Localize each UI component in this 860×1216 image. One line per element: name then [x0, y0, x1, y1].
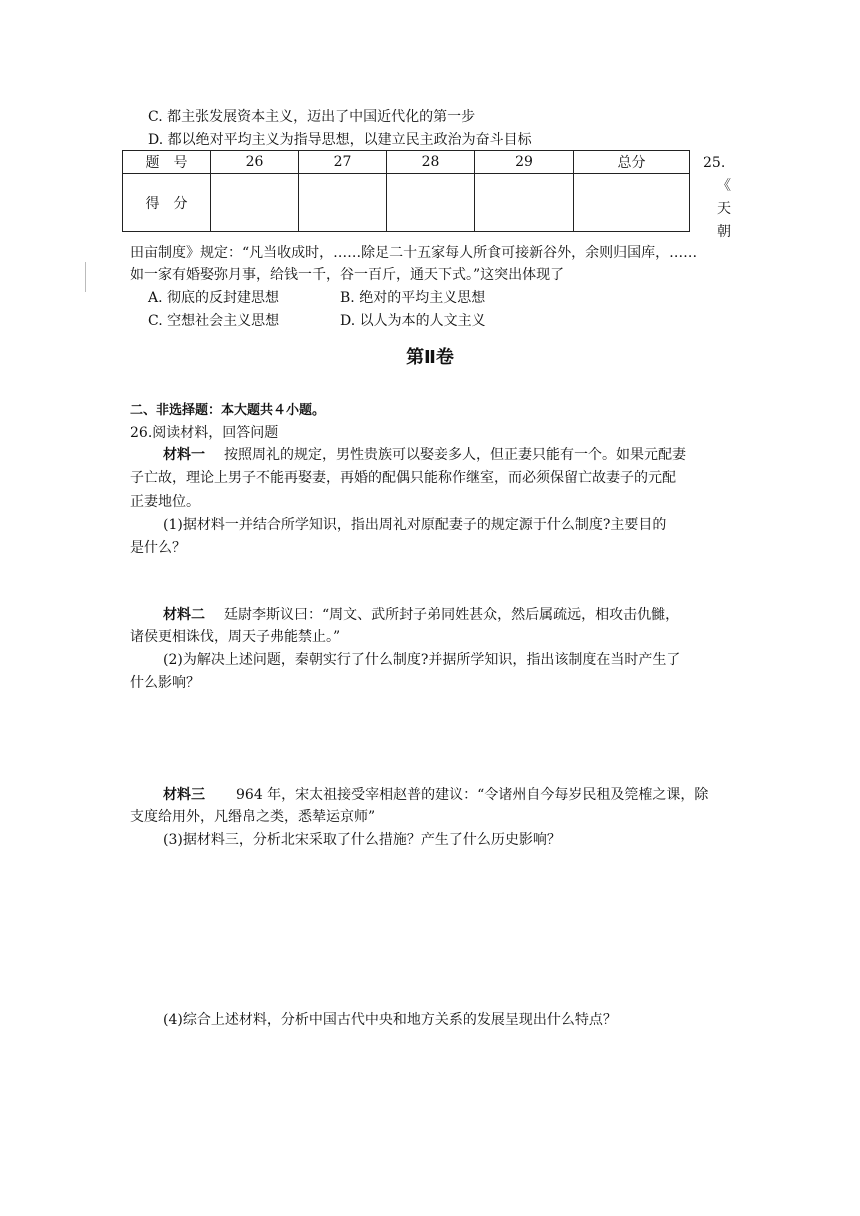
score-cell-29[interactable] [475, 174, 574, 232]
header-cell-total: 总分 [574, 151, 690, 174]
material-2-label: 材料二 [163, 607, 205, 623]
q25-stem-line2: 如一家有婚娶弥月事，给钱一千，谷一百斤，通天下式。”这突出体现了 [130, 267, 565, 283]
material-2-line1: 廷尉李斯议曰：“周文、武所封子弟同姓甚众，然后属疏远，相攻击仇雠， [224, 607, 680, 623]
material-1-line1: 按照周礼的规定，男性贵族可以娶妾多人，但正妻只能有一个。如果元配妻 [224, 447, 686, 463]
material-2-line2: 诸侯更相诛伐，周天子弗能禁止。” [130, 629, 341, 645]
q25-option-b: B. 绝对的平均主义思想 [340, 290, 486, 306]
material-1-line3: 正妻地位。 [130, 494, 200, 510]
q25-number: 25. [703, 155, 726, 171]
option-d-prev: D. 都以绝对平均主义为指导思想，以建立民主政治为奋斗目标 [148, 132, 532, 148]
material-1-label: 材料一 [163, 447, 205, 463]
header-cell-29: 29 [475, 151, 574, 174]
score-table-header-row [123, 151, 690, 174]
material-1-line2: 子亡故，理论上男子不能再娶妻，再婚的配偶只能称作继室，而必须保留亡故妻子的元配 [130, 470, 676, 486]
header-cell-27: 27 [299, 151, 387, 174]
question-2-line1: (2)为解决上述问题，秦朝实行了什么制度?并据所学知识，指出该制度在当时产生了 [163, 652, 681, 668]
question-1-line2: 是什么？ [130, 540, 186, 556]
score-table-score-row [123, 174, 690, 232]
q25-vertical-char-3: 朝 [717, 224, 731, 240]
q25-vertical-char-1: 《 [717, 178, 731, 194]
score-cell-26[interactable] [211, 174, 299, 232]
score-cell-total[interactable] [574, 174, 690, 232]
margin-mark [85, 262, 86, 292]
question-4: (4)综合上述材料，分析中国古代中央和地方关系的发展呈现出什么特点？ [163, 1012, 617, 1028]
volume-title: 第Ⅱ卷 [406, 347, 454, 368]
q25-option-d: D. 以人为本的人文主义 [340, 313, 486, 329]
score-row-label: 得 分 [123, 174, 211, 232]
question-1-line1: (1)据材料一并结合所学知识，指出周礼对原配妻子的规定源于什么制度?主要目的 [163, 517, 667, 533]
header-cell-26: 26 [211, 151, 299, 174]
score-cell-27[interactable] [299, 174, 387, 232]
q25-vertical-char-2: 天 [717, 201, 731, 217]
material-3-line1: 964 年，宋太祖接受宰相赵普的建议：“令诸州自今每岁民租及筦榷之课，除 [236, 787, 709, 803]
option-c-prev: C. 都主张发展资本主义，迈出了中国近代化的第一步 [148, 109, 476, 125]
question-2-line2: 什么影响？ [130, 675, 200, 691]
score-cell-28[interactable] [387, 174, 475, 232]
material-3-line2: 支度给用外，凡缗帛之类，悉辇运京师” [130, 809, 376, 825]
section-heading: 二、非选择题：本大题共４小题。 [130, 403, 326, 418]
header-cell-28: 28 [387, 151, 475, 174]
q26-title: 26.阅读材料，回答问题 [130, 425, 279, 441]
q25-option-c: C. 空想社会主义思想 [148, 313, 280, 329]
material-3-label: 材料三 [163, 787, 205, 803]
header-cell-label: 题 号 [123, 151, 211, 174]
q25-stem-line1: 田亩制度》规定：“凡当收成时，……除足二十五家每人所食可接新谷外，余则归国库，…… [130, 245, 698, 261]
q25-option-a: A. 彻底的反封建思想 [148, 290, 280, 306]
score-table [122, 150, 690, 232]
question-3: (3)据材料三，分析北宋采取了什么措施？产生了什么历史影响？ [163, 832, 561, 848]
